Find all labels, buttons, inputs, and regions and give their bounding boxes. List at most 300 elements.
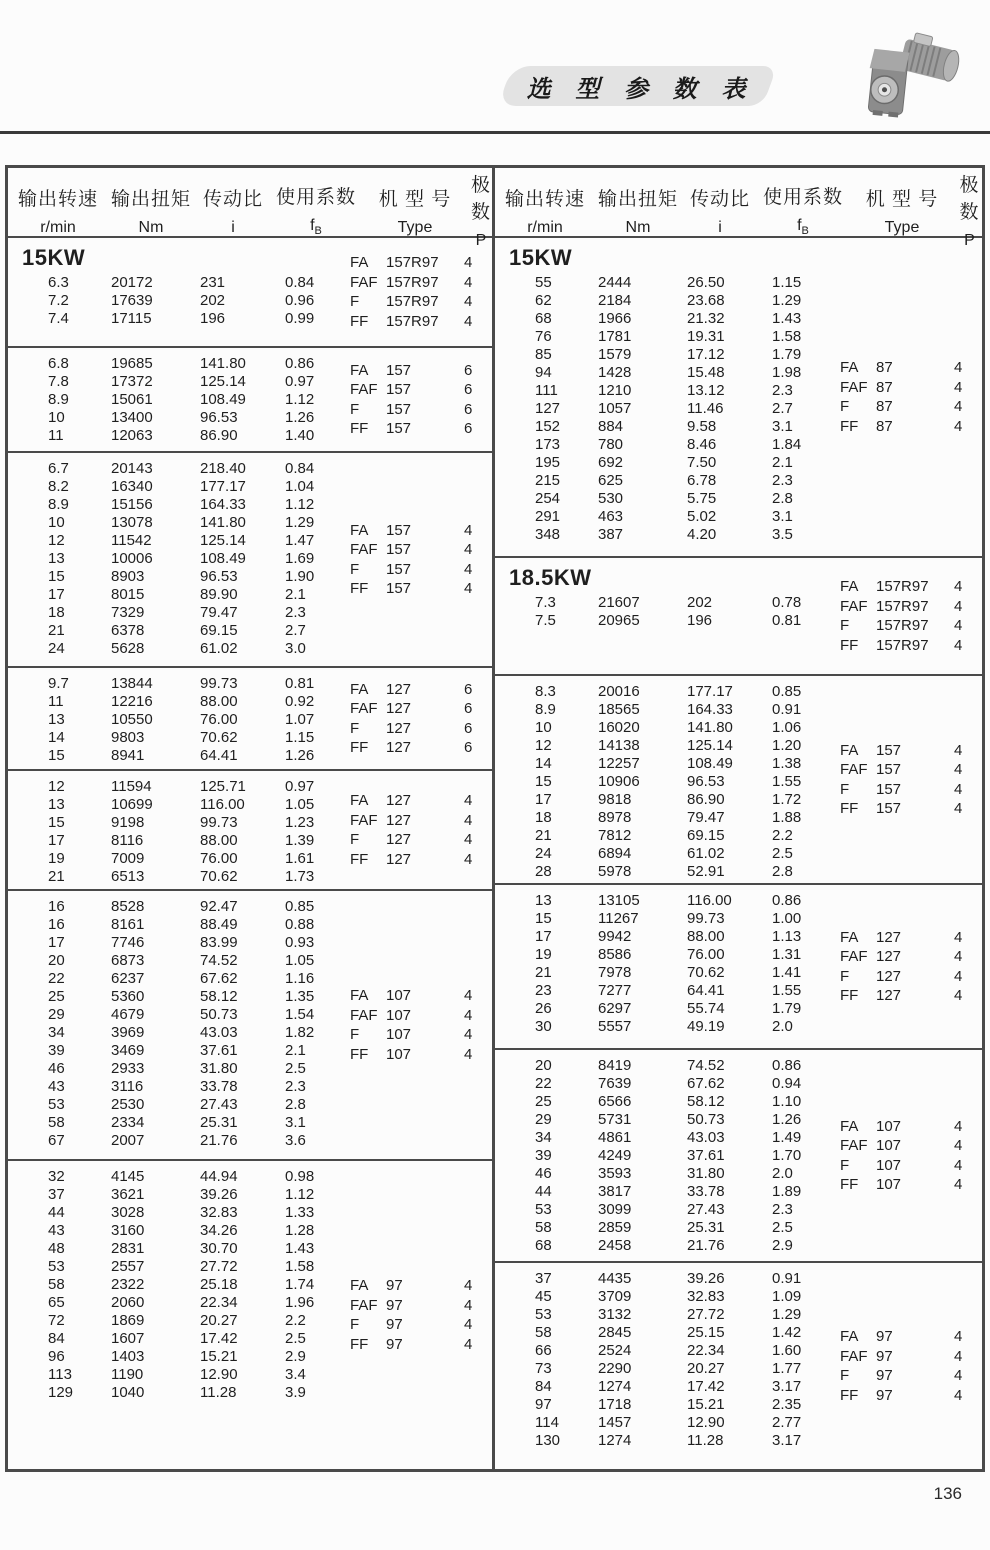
type-list (350, 1161, 492, 1469)
service-factor-value: 1.84 (772, 436, 802, 453)
table-row (8, 1114, 350, 1132)
model-size: 97 (876, 1328, 893, 1345)
pole-count-value: 4 (464, 1316, 473, 1333)
table-row (8, 868, 350, 886)
output-torque-value: 7978 (598, 964, 632, 981)
table-row (8, 532, 350, 550)
service-factor-value: 1.12 (285, 391, 315, 408)
output-torque-value: 530 (598, 490, 624, 507)
output-torque-value: 2524 (598, 1342, 632, 1359)
service-factor-value: 2.7 (285, 622, 306, 639)
service-factor-value: 0.88 (285, 916, 315, 933)
ratio-value: 32.83 (200, 1204, 238, 1221)
output-torque-value: 1781 (598, 328, 632, 345)
output-speed-value: 44 (48, 1204, 65, 1221)
pole-count-value: 4 (464, 811, 473, 829)
type-entry (840, 928, 982, 948)
service-factor-value: 1.58 (285, 1258, 315, 1275)
service-factor-value: 1.60 (772, 1342, 802, 1359)
model-size: 107 (876, 1156, 902, 1174)
model-prefix: FAF (350, 811, 378, 829)
type-entry (350, 699, 492, 719)
service-factor-value: 2.8 (772, 863, 793, 880)
model-size: 157 (386, 420, 412, 437)
ratio-value: 39.26 (687, 1270, 725, 1287)
table-row (495, 418, 840, 436)
service-factor-value: 1.12 (285, 1186, 315, 1203)
data-rows (495, 683, 840, 881)
model-size: 157 (386, 400, 412, 418)
model-prefix: FA (350, 987, 369, 1004)
service-factor-value: 1.26 (285, 409, 315, 426)
table-row (495, 1057, 840, 1075)
type-entry (350, 273, 492, 293)
ratio-value: 76.00 (687, 946, 725, 963)
output-speed-value: 18 (535, 809, 552, 826)
ratio-value: 15.21 (200, 1348, 238, 1365)
type-list (350, 668, 492, 769)
model-prefix: FF (350, 1335, 369, 1353)
table-row (495, 1414, 840, 1432)
output-torque-value: 10550 (111, 711, 153, 728)
type-list (350, 348, 492, 451)
output-torque-value: 1428 (598, 364, 632, 381)
ratio-value: 22.34 (687, 1342, 725, 1359)
output-torque-value: 7277 (598, 982, 632, 999)
table-row (8, 1132, 350, 1150)
service-factor-value: 1.89 (772, 1183, 802, 1200)
output-torque-value: 11267 (598, 910, 639, 927)
ratio-value: 17.42 (200, 1330, 238, 1347)
type-entry (350, 312, 492, 332)
header-cell (8, 184, 108, 237)
output-torque-value: 8015 (111, 586, 145, 603)
output-torque-value: 21607 (598, 594, 640, 611)
ratio-value: 31.80 (200, 1060, 238, 1077)
service-factor-value: 2.0 (772, 1018, 793, 1035)
pole-count-value: 4 (954, 1137, 963, 1154)
table-row (495, 845, 840, 863)
model-size: 157 (876, 741, 902, 759)
type-entry (350, 579, 492, 599)
output-speed-value: 26 (535, 1000, 552, 1017)
section-rows-area (8, 238, 350, 346)
output-torque-value: 3028 (111, 1204, 145, 1221)
output-torque-value: 8586 (598, 946, 632, 963)
output-torque-value: 1057 (598, 400, 632, 417)
table-row (495, 892, 840, 910)
power-rating-label: 15KW (22, 245, 86, 270)
service-factor-value: 2.3 (772, 472, 793, 489)
service-factor-value: 1.04 (285, 478, 315, 495)
output-torque-value: 2845 (598, 1324, 632, 1341)
power-section (495, 1048, 982, 1261)
type-entry (350, 560, 492, 580)
ratio-value: 69.15 (687, 827, 725, 844)
output-torque-value: 9942 (598, 928, 632, 945)
ratio-value: 25.18 (200, 1276, 238, 1293)
ratio-value: 108.49 (200, 391, 246, 408)
ratio-value: 108.49 (687, 755, 733, 772)
output-speed-value: 96 (48, 1348, 65, 1365)
pole-count-value: 4 (464, 293, 473, 310)
pole-count-value: 4 (954, 967, 963, 985)
ratio-value: 99.73 (200, 814, 238, 831)
model-prefix: FF (840, 636, 859, 654)
data-rows (495, 1057, 840, 1255)
service-factor-value: 1.73 (285, 868, 315, 885)
type-list (840, 1263, 982, 1469)
header-label-cn: 机 型 号 (865, 188, 939, 210)
service-factor-value: 1.38 (772, 755, 802, 772)
output-torque-value: 7812 (598, 827, 632, 844)
ratio-value: 55.74 (687, 1000, 725, 1017)
output-torque-value: 2458 (598, 1237, 632, 1254)
table-row (8, 604, 350, 622)
table-row (8, 292, 350, 310)
output-torque-value: 18565 (598, 701, 640, 718)
header-label-cn: 机 型 号 (378, 188, 452, 210)
output-speed-value: 22 (535, 1075, 552, 1092)
model-prefix: F (350, 400, 360, 418)
service-factor-value: 2.3 (772, 382, 793, 399)
model-size: 127 (386, 739, 412, 756)
ratio-value: 21.76 (687, 1237, 725, 1254)
output-speed-value: 20 (48, 952, 65, 969)
output-speed-value: 34 (48, 1024, 65, 1041)
table-row (8, 478, 350, 496)
model-prefix: FAF (350, 1006, 378, 1024)
service-factor-value: 2.2 (285, 1312, 306, 1329)
table-row (495, 1270, 840, 1288)
service-factor-value: 1.26 (285, 747, 315, 764)
ratio-value: 218.40 (200, 460, 246, 477)
service-factor-value: 0.85 (772, 683, 802, 700)
header-cell (759, 182, 847, 237)
column-header (495, 168, 982, 249)
pole-count-value: 4 (464, 831, 473, 848)
ratio-value: 33.78 (687, 1183, 725, 1200)
type-entry (350, 1045, 492, 1065)
table-row (495, 964, 840, 982)
table-row (495, 701, 840, 719)
model-size: 127 (386, 831, 412, 848)
model-prefix: FAF (350, 700, 378, 717)
table-row (495, 1183, 840, 1201)
output-speed-value: 24 (535, 845, 552, 862)
header-label-cn: 输出转速 (17, 188, 98, 210)
output-torque-value: 4435 (598, 1270, 632, 1287)
service-factor-value: 1.82 (285, 1024, 315, 1041)
type-entry (840, 780, 982, 800)
output-speed-value: 17 (48, 934, 65, 951)
output-speed-value: 58 (48, 1276, 65, 1293)
output-torque-value: 12216 (111, 693, 153, 710)
pole-count-value: 4 (954, 359, 963, 376)
title-banner (505, 66, 770, 106)
output-speed-value: 29 (48, 1006, 65, 1023)
output-torque-value: 1274 (598, 1432, 632, 1449)
output-speed-value: 17 (535, 928, 552, 945)
output-speed-value: 17 (48, 832, 65, 849)
table-row (495, 400, 840, 418)
data-rows (8, 274, 350, 328)
model-prefix: FA (350, 792, 369, 809)
ratio-value: 64.41 (200, 747, 238, 764)
type-entry (840, 799, 982, 819)
type-entry (840, 1386, 982, 1406)
output-torque-value: 15156 (111, 496, 153, 513)
ratio-value: 70.62 (687, 964, 725, 981)
ratio-value: 11.28 (687, 1432, 724, 1449)
model-size: 97 (386, 1296, 403, 1314)
service-factor-value: 0.93 (285, 934, 315, 951)
output-torque-value: 3709 (598, 1288, 632, 1305)
output-speed-value: 13 (48, 550, 65, 567)
service-factor-value: 1.00 (772, 910, 802, 927)
type-list (350, 771, 492, 889)
ratio-value: 99.73 (200, 675, 238, 692)
output-torque-value: 3160 (111, 1222, 145, 1239)
model-size: 157R97 (386, 312, 439, 330)
output-torque-value: 2530 (111, 1096, 145, 1113)
output-torque-value: 1966 (598, 310, 632, 327)
pole-count-value: 4 (954, 1347, 963, 1365)
output-speed-value: 13 (535, 892, 552, 909)
data-rows (8, 460, 350, 658)
ratio-value: 83.99 (200, 934, 238, 951)
table-row (8, 1384, 350, 1402)
output-speed-value: 19 (535, 946, 552, 963)
pole-count-value: 4 (464, 541, 473, 558)
service-factor-value: 3.1 (285, 1114, 306, 1131)
output-torque-value: 7639 (598, 1075, 632, 1092)
output-torque-value: 2557 (111, 1258, 145, 1275)
ratio-value: 21.32 (687, 310, 725, 327)
table-row (495, 1432, 840, 1450)
table-row (8, 916, 350, 934)
ratio-value: 12.90 (200, 1366, 238, 1383)
output-torque-value: 8941 (111, 747, 145, 764)
ratio-value: 49.19 (687, 1018, 725, 1035)
output-speed-value: 48 (48, 1240, 65, 1257)
service-factor-value: 0.85 (285, 898, 315, 915)
section-rows-area (8, 1161, 350, 1469)
output-torque-value: 9803 (111, 729, 145, 746)
model-prefix: FA (840, 741, 859, 759)
pole-count-value: 4 (464, 987, 473, 1004)
model-size: 157R97 (386, 293, 439, 310)
type-entry (350, 540, 492, 560)
ratio-value: 44.94 (200, 1168, 238, 1185)
ratio-value: 4.20 (687, 526, 717, 543)
output-speed-value: 130 (535, 1432, 561, 1449)
table-row (8, 391, 350, 409)
ratio-value: 116.00 (200, 796, 245, 813)
power-section (495, 556, 982, 674)
service-factor-value: 1.90 (285, 568, 315, 585)
model-prefix: FA (840, 1117, 859, 1135)
model-prefix: FAF (840, 1137, 868, 1154)
output-torque-value: 5557 (598, 1018, 632, 1035)
output-speed-value: 37 (535, 1270, 552, 1287)
service-factor-value: 1.69 (285, 550, 315, 567)
output-torque-value: 7329 (111, 604, 145, 621)
type-entry (840, 986, 982, 1006)
table-row (495, 328, 840, 346)
output-torque-value: 5978 (598, 863, 632, 880)
output-speed-value: 16 (48, 916, 65, 933)
model-size: 157 (876, 780, 902, 798)
model-size: 127 (876, 948, 902, 965)
ratio-value: 15.48 (687, 364, 725, 381)
output-torque-value: 387 (598, 526, 624, 543)
service-factor-value: 2.3 (285, 604, 306, 621)
service-factor-value: 1.15 (285, 729, 315, 746)
section-rows-area (8, 891, 350, 1159)
model-prefix: FAF (350, 273, 378, 291)
type-entry (840, 760, 982, 780)
service-factor-value: 1.88 (772, 809, 802, 826)
model-prefix: F (350, 831, 360, 848)
table-row (495, 1219, 840, 1237)
model-prefix: FA (840, 359, 859, 376)
output-torque-value: 3817 (598, 1183, 632, 1200)
model-size: 127 (386, 792, 412, 809)
table-row (495, 594, 840, 612)
service-factor-value: 1.49 (772, 1129, 802, 1146)
ratio-value: 125.71 (200, 778, 246, 795)
output-speed-value: 114 (535, 1414, 559, 1431)
pole-count-value: 4 (464, 792, 473, 809)
table-row (495, 454, 840, 472)
output-speed-value: 6.3 (48, 274, 69, 291)
model-size: 157R97 (876, 617, 929, 634)
header-cell (847, 184, 957, 237)
output-speed-value: 53 (48, 1258, 65, 1275)
ratio-value: 27.43 (687, 1201, 725, 1218)
header-unit: i (231, 218, 235, 236)
type-entry (350, 850, 492, 870)
type-entry (840, 741, 982, 761)
pole-count-value: 4 (954, 1328, 963, 1345)
table-row (495, 346, 840, 364)
output-torque-value: 1274 (598, 1378, 632, 1395)
power-rating-label: 18.5KW (509, 565, 592, 590)
output-speed-value: 15 (535, 910, 552, 927)
ratio-value: 74.52 (200, 952, 238, 969)
ratio-value: 58.12 (200, 988, 238, 1005)
ratio-value: 125.14 (200, 532, 246, 549)
output-speed-value: 97 (535, 1396, 552, 1413)
output-torque-value: 15061 (111, 391, 153, 408)
type-entry (350, 986, 492, 1006)
service-factor-value: 0.84 (285, 460, 315, 477)
pole-count-value: 4 (464, 1335, 473, 1353)
type-entry (840, 1327, 982, 1347)
header-cell (495, 184, 595, 237)
table-row (495, 1018, 840, 1036)
table-row (8, 796, 350, 814)
ratio-value: 58.12 (687, 1093, 725, 1110)
model-size: 107 (386, 987, 412, 1004)
model-prefix: FA (840, 578, 859, 595)
output-speed-value: 28 (535, 863, 552, 880)
ratio-value: 31.80 (687, 1165, 725, 1182)
table-row (8, 568, 350, 586)
service-factor-value: 1.29 (772, 1306, 802, 1323)
service-factor-value: 0.92 (285, 693, 315, 710)
header-cell (108, 184, 194, 237)
pole-count-value: 6 (464, 400, 473, 418)
service-factor-value: 1.20 (772, 737, 802, 754)
model-size: 157 (386, 521, 412, 539)
table-row (8, 1006, 350, 1024)
service-factor-value: 1.54 (285, 1006, 315, 1023)
output-speed-value: 291 (535, 508, 561, 525)
output-torque-value: 5731 (598, 1111, 632, 1128)
service-factor-value: 1.40 (285, 427, 315, 444)
output-torque-value: 2444 (598, 274, 632, 291)
pole-count-value: 4 (464, 254, 473, 271)
pole-count-value: 6 (464, 739, 473, 756)
output-torque-value: 5360 (111, 988, 145, 1005)
ratio-value: 79.47 (200, 604, 238, 621)
service-factor-value: 2.1 (285, 1042, 306, 1059)
ratio-value: 202 (200, 292, 226, 309)
table-row (495, 508, 840, 526)
output-speed-value: 6.7 (48, 460, 69, 477)
type-entry (840, 1136, 982, 1156)
ratio-value: 64.41 (687, 982, 725, 999)
type-list (840, 676, 982, 883)
ratio-value: 50.73 (687, 1111, 725, 1128)
ratio-value: 196 (687, 612, 713, 629)
service-factor-value: 1.35 (285, 988, 315, 1005)
model-prefix: FF (350, 739, 369, 756)
table-row (8, 1096, 350, 1114)
output-speed-value: 21 (48, 622, 65, 639)
output-torque-value: 1457 (598, 1414, 632, 1431)
pole-count-value: 6 (464, 719, 473, 737)
service-factor-value: 0.97 (285, 373, 315, 390)
output-torque-value: 6873 (111, 952, 145, 969)
ratio-value: 20.27 (200, 1312, 238, 1329)
service-factor-value: 2.35 (772, 1396, 802, 1413)
model-size: 127 (386, 700, 412, 717)
data-rows (495, 892, 840, 1036)
service-factor-value: 2.5 (772, 1219, 793, 1236)
type-entry (840, 1175, 982, 1195)
output-torque-value: 16340 (111, 478, 153, 495)
table-row (495, 364, 840, 382)
type-entry (840, 947, 982, 967)
table-row (495, 1201, 840, 1219)
output-torque-value: 8528 (111, 898, 145, 915)
service-factor-value: 2.3 (285, 1078, 306, 1095)
table-row (8, 373, 350, 391)
output-speed-value: 16 (48, 898, 65, 915)
ratio-value: 9.58 (687, 418, 717, 435)
model-size: 97 (876, 1347, 893, 1365)
output-speed-value: 39 (48, 1042, 65, 1059)
service-factor-value: 1.58 (772, 328, 802, 345)
model-prefix: FA (350, 1277, 369, 1294)
service-factor-value: 2.9 (285, 1348, 306, 1365)
service-factor-value: 1.28 (285, 1222, 315, 1239)
output-speed-value: 129 (48, 1384, 74, 1401)
output-speed-value: 21 (48, 868, 65, 885)
